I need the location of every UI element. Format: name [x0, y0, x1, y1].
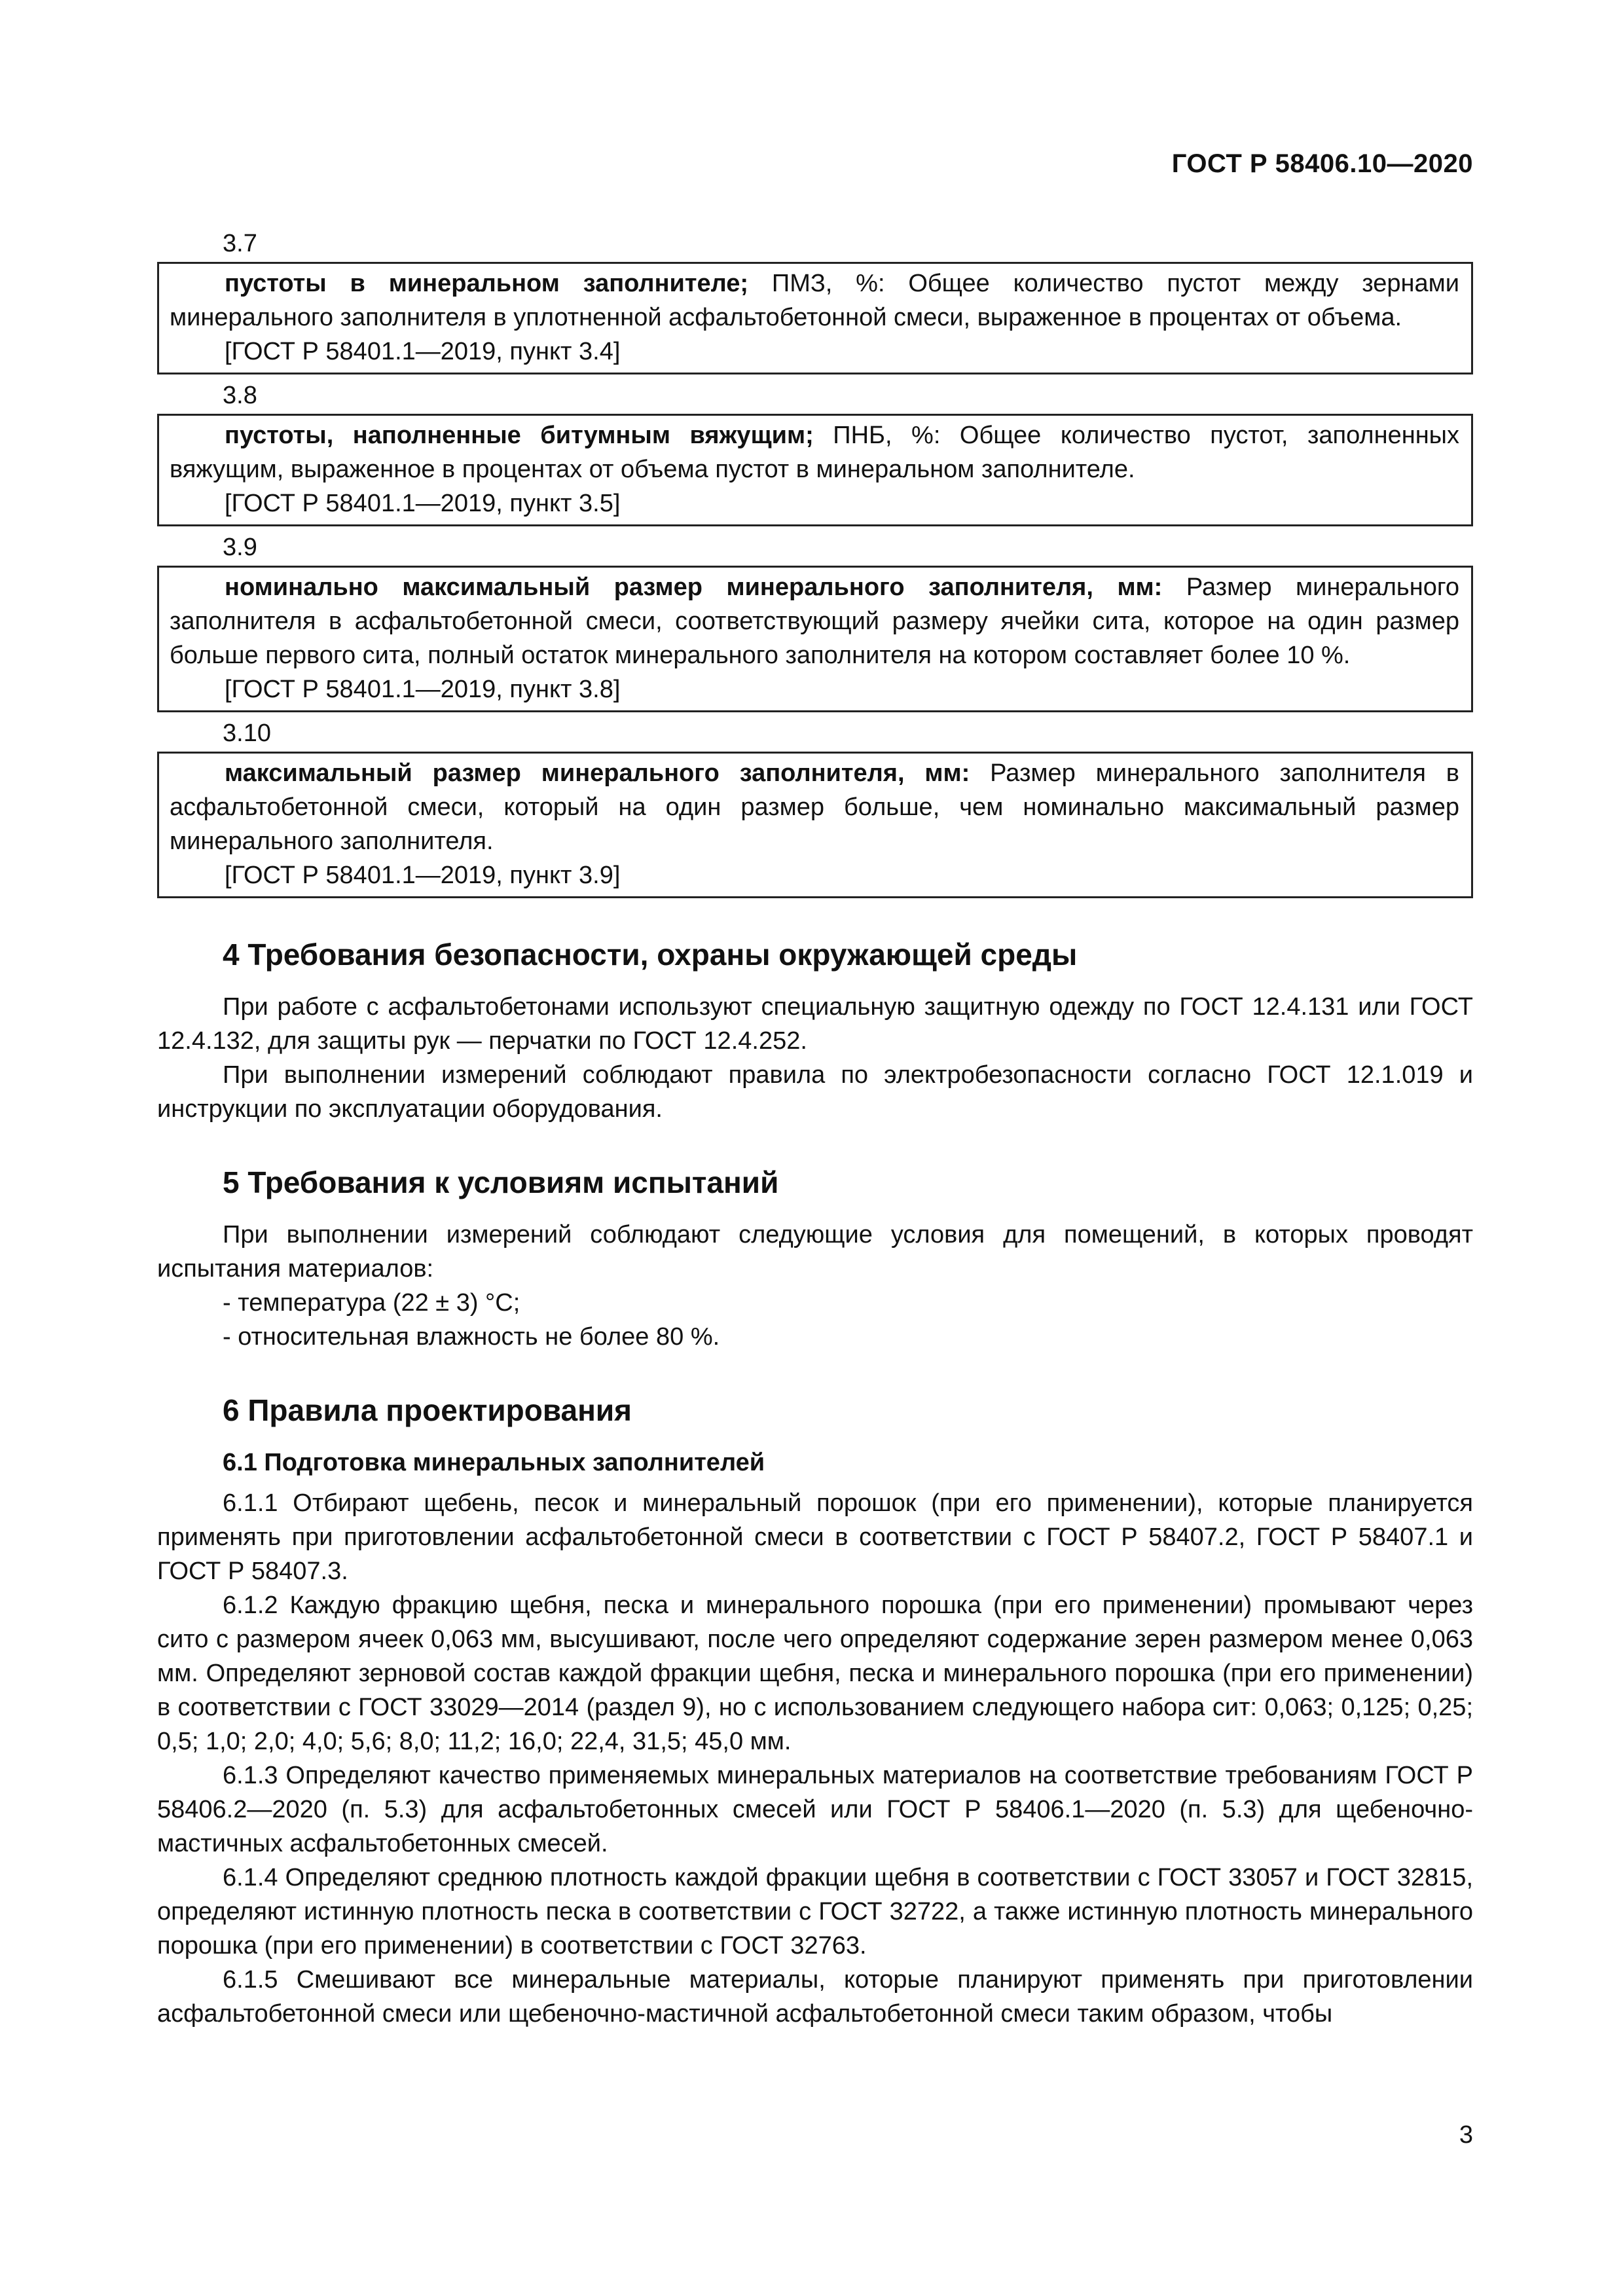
paragraph: 6.1.5 Смешивают все минеральные материалы, которые планируют применять при приготовлении асфальтобетонной смеси или щебеночно-мастичной асфальтобетонной смеси таким образом, чтобы — [157, 1966, 1473, 2028]
term-box — [157, 566, 1473, 712]
term-box — [157, 262, 1473, 374]
paragraph: При выполнении измерений соблюдают правила по электробезопасности согласно ГОСТ 12.1.019 и инструкции по эксплуатации оборудования. — [157, 1061, 1473, 1123]
term-definition-text: ПМЗ, %: Общее количество пустот между зернами минерального заполнителя в уплотненной асфальтобетонной смеси, выраженное в процентах от объема. — [170, 270, 1459, 331]
term-source: [ГОСТ Р 58401.1—2019, пункт 3.8] — [225, 676, 621, 703]
paragraph: При работе с асфальтобетонами используют специальную защитную одежду по ГОСТ 12.4.131 или ГОСТ 12.4.132, для защиты рук — перчатки по ГОСТ 12.4.252. — [157, 993, 1473, 1055]
term-box — [157, 414, 1473, 526]
document-content — [157, 223, 1473, 2031]
page-number: 3 — [1459, 2121, 1473, 2149]
section-5-heading: 5 Требования к условиям испытаний — [223, 1165, 779, 1199]
paragraph: 6.1.4 Определяют среднюю плотность каждой фракции щебня в соответствии с ГОСТ 33057 и ГОСТ 32815, определяют истинную плотность песка в соответствии с ГОСТ 32722, а также истинную плотность минерального порошка (при его применении) в соответствии с ГОСТ 32763. — [157, 1864, 1473, 1959]
paragraph: 6.1.3 Определяют качество применяемых минеральных материалов на соответствие требованиям ГОСТ Р 58406.2—2020 (п. 5.3) для асфальтобетонных смесей или ГОСТ Р 58406.1—2020 (п. 5.3) для щебеночно-мастичных асфальтобетонных смесей. — [157, 1762, 1473, 1857]
term-source: [ГОСТ Р 58401.1—2019, пункт 3.4] — [225, 338, 621, 365]
term-definition-text: ПНБ, %: Общее количество пустот, заполненных вяжущим, выраженное в процентах от объема пустот в минеральном заполнителе. — [170, 422, 1459, 483]
list-item: - относительная влажность не более 80 %. — [223, 1323, 720, 1351]
term-definition — [170, 418, 1459, 486]
paragraph: 6.1.2 Каждую фракцию щебня, песка и минерального порошка (при его применении) промывают через сито с размером ячеек 0,063 мм, высушивают, после чего определяют содержание зерен размером менее 0,063 мм. Определяют зерновой состав каждой фракции щебня, песка и минерального порошка (при его применении) в соответствии с ГОСТ 33029—2014 (раздел 9), но с использованием следующего набора сит: 0,063; 0,125; 0,25; 0,5; 1,0; 2,0; 4,0; 5,6; 8,0; 11,2; 16,0; 22,4, 31,5; 45,0 мм. — [157, 1592, 1473, 1755]
term-definition-text: Размер минерального заполнителя в асфальтобетонной смеси, соответствующий размеру ячейки сита, которое на один размер больше первого сита, полный остаток минерального заполнителя на котором составляет более 10 %. — [170, 574, 1459, 669]
term-number: 3.9 — [223, 534, 257, 561]
section-6-heading: 6 Правила проектирования — [223, 1393, 632, 1427]
term-definition — [170, 570, 1459, 672]
paragraph: При выполнении измерений соблюдают следующие условия для помещений, в которых проводят испытания материалов: — [157, 1221, 1473, 1283]
subsection-6-1-heading: 6.1 Подготовка минеральных заполнителей — [223, 1449, 765, 1476]
term-name: пустоты, наполненные битумным вяжущим; — [225, 422, 814, 449]
list-item: - температура (22 ± 3) °С; — [223, 1289, 520, 1317]
term-source: [ГОСТ Р 58401.1—2019, пункт 3.9] — [225, 862, 621, 889]
paragraph: 6.1.1 Отбирают щебень, песок и минеральный порошок (при его применении), которые планируется применять при приготовлении асфальтобетонной смеси в соответствии с ГОСТ Р 58407.2, ГОСТ Р 58407.1 и ГОСТ Р 58407.3. — [157, 1489, 1473, 1585]
term-name: максимальный размер минерального заполнителя, мм: — [225, 759, 970, 787]
term-name: пустоты в минеральном заполнителе; — [225, 270, 749, 297]
term-definition — [170, 266, 1459, 335]
term-number: 3.10 — [223, 720, 271, 747]
term-name: номинально максимальный размер минерального заполнителя, мм: — [225, 574, 1163, 601]
term-definition-text: Размер минерального заполнителя в асфальтобетонной смеси, который на один размер больше, чем номинально максимальный размер минерального заполнителя. — [170, 759, 1459, 855]
document-page — [157, 0, 1473, 2296]
term-box — [157, 752, 1473, 898]
term-definition — [170, 756, 1459, 858]
document-header-id: ГОСТ Р 58406.10—2020 — [1171, 149, 1473, 178]
term-number: 3.8 — [223, 382, 257, 409]
term-number: 3.7 — [223, 230, 257, 257]
section-4-heading: 4 Требования безопасности, охраны окружающей среды — [223, 938, 1078, 972]
term-source: [ГОСТ Р 58401.1—2019, пункт 3.5] — [225, 490, 621, 517]
